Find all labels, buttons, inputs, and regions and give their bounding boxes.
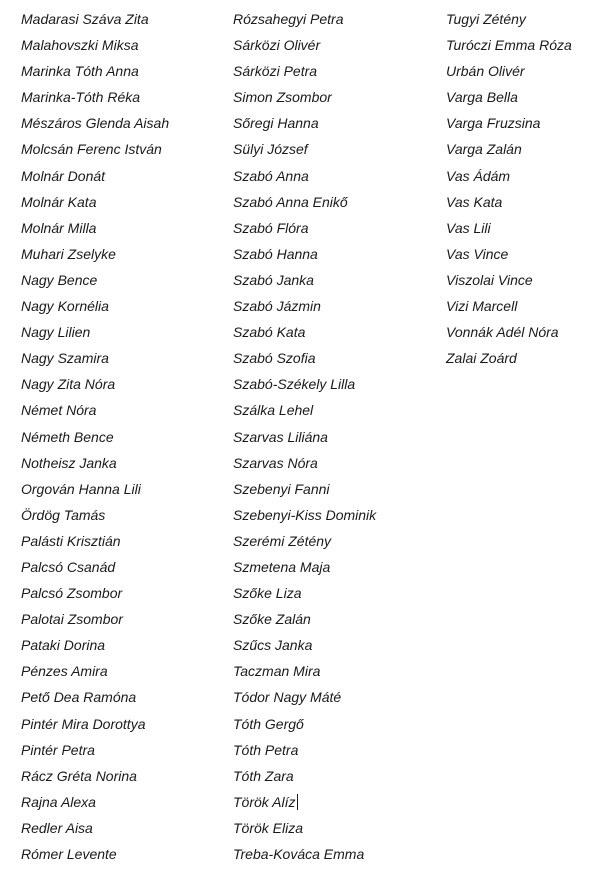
name-text: Orgován Hanna Lili <box>21 480 141 497</box>
name-text: Molnár Donát <box>21 167 106 184</box>
name-text: Szabó Kata <box>233 324 306 341</box>
list-item <box>21 582 169 608</box>
name-text: Sőregi Hanna <box>233 115 319 132</box>
name-text: Nagy Lilien <box>21 324 91 341</box>
name-text: Szabó Anna <box>233 167 309 184</box>
list-item <box>233 582 376 608</box>
name-text: Török Eliza <box>233 819 304 836</box>
list-item <box>21 373 169 399</box>
name-text: Szabó Hanna <box>233 245 318 262</box>
list-item <box>233 817 376 843</box>
name-text: Nagy Zita Nóra <box>21 376 116 393</box>
name-text: Vas Lili <box>446 219 491 236</box>
name-text: Rajna Alexa <box>21 793 96 810</box>
list-item <box>21 843 169 869</box>
list-item <box>233 399 376 425</box>
list-item <box>21 426 169 452</box>
list-item <box>233 504 376 530</box>
list-item <box>446 8 572 34</box>
name-text: Szabó-Székely Lilla <box>233 376 356 393</box>
text-cursor <box>297 794 298 810</box>
list-item <box>233 347 376 373</box>
list-item <box>233 660 376 686</box>
name-text: Szabó Szofia <box>233 350 316 367</box>
list-item <box>21 556 169 582</box>
list-item <box>21 295 169 321</box>
name-text: Pintér Petra <box>21 741 95 758</box>
name-text: Szőke Zalán <box>233 611 311 628</box>
name-text: Notheisz Janka <box>21 454 117 471</box>
name-text: Szmetena Maja <box>233 558 331 575</box>
name-text: Varga Fruzsina <box>446 115 541 132</box>
name-text: Pető Dea Ramóna <box>21 689 137 706</box>
list-item <box>446 86 572 112</box>
list-item <box>21 608 169 634</box>
list-item <box>233 791 376 817</box>
name-text: Tugyi Zétény <box>446 11 526 27</box>
list-item <box>446 217 572 243</box>
name-text: Szarvas Liliána <box>233 428 328 445</box>
name-text: Ördög Tamás <box>21 506 106 523</box>
name-text: Vas Vince <box>446 245 509 262</box>
name-text: Muhari Zselyke <box>21 245 116 262</box>
list-item <box>21 269 169 295</box>
list-item <box>233 426 376 452</box>
list-item <box>446 243 572 269</box>
list-item <box>21 86 169 112</box>
list-item <box>21 634 169 660</box>
list-item <box>21 504 169 530</box>
name-text: Madarasi Száva Zita <box>21 11 149 27</box>
list-item <box>446 112 572 138</box>
name-text: Szarvas Nóra <box>233 454 318 471</box>
list-item <box>21 452 169 478</box>
list-item <box>233 713 376 739</box>
name-text: Sárközi Olivér <box>233 37 321 54</box>
list-item <box>233 86 376 112</box>
name-text: Marinka-Tóth Réka <box>21 89 141 106</box>
list-item <box>21 217 169 243</box>
list-item <box>233 556 376 582</box>
list-item <box>233 373 376 399</box>
name-column-3 <box>446 8 572 373</box>
list-item <box>233 138 376 164</box>
name-text: Török Alíz <box>233 793 296 810</box>
name-text: Urbán Olivér <box>446 63 525 80</box>
list-item <box>446 34 572 60</box>
list-item <box>446 321 572 347</box>
name-text: Treba-Kováca Emma <box>233 846 365 862</box>
name-text: Rózsahegyi Petra <box>233 11 344 27</box>
name-text: Tódor Nagy Máté <box>233 689 342 706</box>
list-item <box>21 530 169 556</box>
name-text: Vizi Marcell <box>446 298 518 315</box>
name-column-2 <box>233 8 376 869</box>
list-item <box>21 791 169 817</box>
name-text: Palotai Zsombor <box>21 611 123 628</box>
list-item <box>233 60 376 86</box>
name-text: Molnár Milla <box>21 219 97 236</box>
name-text: Szabó Anna Enikő <box>233 193 348 210</box>
list-item <box>233 478 376 504</box>
name-column-1 <box>21 8 169 869</box>
list-item <box>21 713 169 739</box>
name-text: Szerémi Zétény <box>233 532 332 549</box>
name-text: Pénzes Amira <box>21 663 108 680</box>
list-item <box>233 165 376 191</box>
list-item <box>233 452 376 478</box>
name-text: Varga Zalán <box>446 141 522 158</box>
list-item <box>233 243 376 269</box>
name-text: Rómer Levente <box>21 846 117 862</box>
name-text: Tóth Petra <box>233 741 299 758</box>
name-text: Szabó Janka <box>233 271 314 288</box>
name-text: Vas Kata <box>446 193 503 210</box>
list-item <box>21 765 169 791</box>
name-text: Varga Bella <box>446 89 518 106</box>
list-item <box>21 34 169 60</box>
name-text: Malahovszki Miksa <box>21 37 139 54</box>
list-item <box>446 347 572 373</box>
list-item <box>233 191 376 217</box>
name-text: Rácz Gréta Norina <box>21 767 137 784</box>
list-item <box>21 739 169 765</box>
list-item <box>233 295 376 321</box>
name-text: Németh Bence <box>21 428 114 445</box>
name-text: Szálka Lehel <box>233 402 314 419</box>
list-item <box>446 165 572 191</box>
list-item <box>233 686 376 712</box>
name-text: Palcsó Csanád <box>21 558 116 575</box>
list-item <box>233 8 376 34</box>
list-item <box>233 634 376 660</box>
list-item <box>446 191 572 217</box>
name-text: Taczman Mira <box>233 663 321 680</box>
list-item <box>21 8 169 34</box>
name-text: Szabó Jázmin <box>233 298 321 315</box>
list-item <box>21 817 169 843</box>
list-item <box>21 399 169 425</box>
list-item <box>233 34 376 60</box>
name-text: Marinka Tóth Anna <box>21 63 139 80</box>
list-item <box>21 686 169 712</box>
list-item <box>21 660 169 686</box>
name-text: Viszolai Vince <box>446 271 533 288</box>
name-text: Sárközi Petra <box>233 63 318 80</box>
name-text: Szűcs Janka <box>233 637 313 654</box>
name-text: Szebenyi Fanni <box>233 480 330 497</box>
list-item <box>233 269 376 295</box>
list-item <box>21 112 169 138</box>
list-item <box>233 217 376 243</box>
name-text: Vas Ádám <box>446 167 511 184</box>
name-text: Pataki Dorina <box>21 637 106 654</box>
name-text: Zalai Zoárd <box>446 350 517 367</box>
list-item <box>21 243 169 269</box>
list-item <box>446 295 572 321</box>
name-text: Vonnák Adél Nóra <box>446 324 559 341</box>
list-item <box>233 739 376 765</box>
name-text: Molcsán Ferenc István <box>21 141 162 158</box>
name-text: Redler Aisa <box>21 819 93 836</box>
list-item <box>446 269 572 295</box>
list-item <box>233 843 376 869</box>
list-item <box>446 138 572 164</box>
list-item <box>233 765 376 791</box>
name-text: Pintér Mira Dorottya <box>21 715 146 732</box>
list-item <box>233 530 376 556</box>
name-text: Német Nóra <box>21 402 97 419</box>
name-text: Nagy Szamira <box>21 350 109 367</box>
name-text: Szebenyi-Kiss Dominik <box>233 506 377 523</box>
name-text: Nagy Bence <box>21 271 98 288</box>
name-text: Palásti Krisztián <box>21 532 121 549</box>
list-item <box>21 60 169 86</box>
name-text: Palcsó Zsombor <box>21 585 123 602</box>
name-text: Szőke Liza <box>233 585 302 602</box>
name-text: Simon Zsombor <box>233 89 332 106</box>
name-text: Szabó Flóra <box>233 219 309 236</box>
name-text: Molnár Kata <box>21 193 97 210</box>
name-text: Tóth Gergő <box>233 715 304 732</box>
list-item <box>233 112 376 138</box>
list-item <box>233 321 376 347</box>
list-item <box>21 321 169 347</box>
name-text: Tóth Zara <box>233 767 294 784</box>
name-text: Sülyi József <box>233 141 308 158</box>
list-item <box>233 608 376 634</box>
name-text: Mészáros Glenda Aisah <box>21 115 170 132</box>
list-item <box>21 191 169 217</box>
list-item <box>446 60 572 86</box>
list-item <box>21 347 169 373</box>
list-item <box>21 138 169 164</box>
name-text: Nagy Kornélia <box>21 298 109 315</box>
name-text: Turóczi Emma Róza <box>446 37 572 54</box>
list-item <box>21 165 169 191</box>
list-item <box>21 478 169 504</box>
